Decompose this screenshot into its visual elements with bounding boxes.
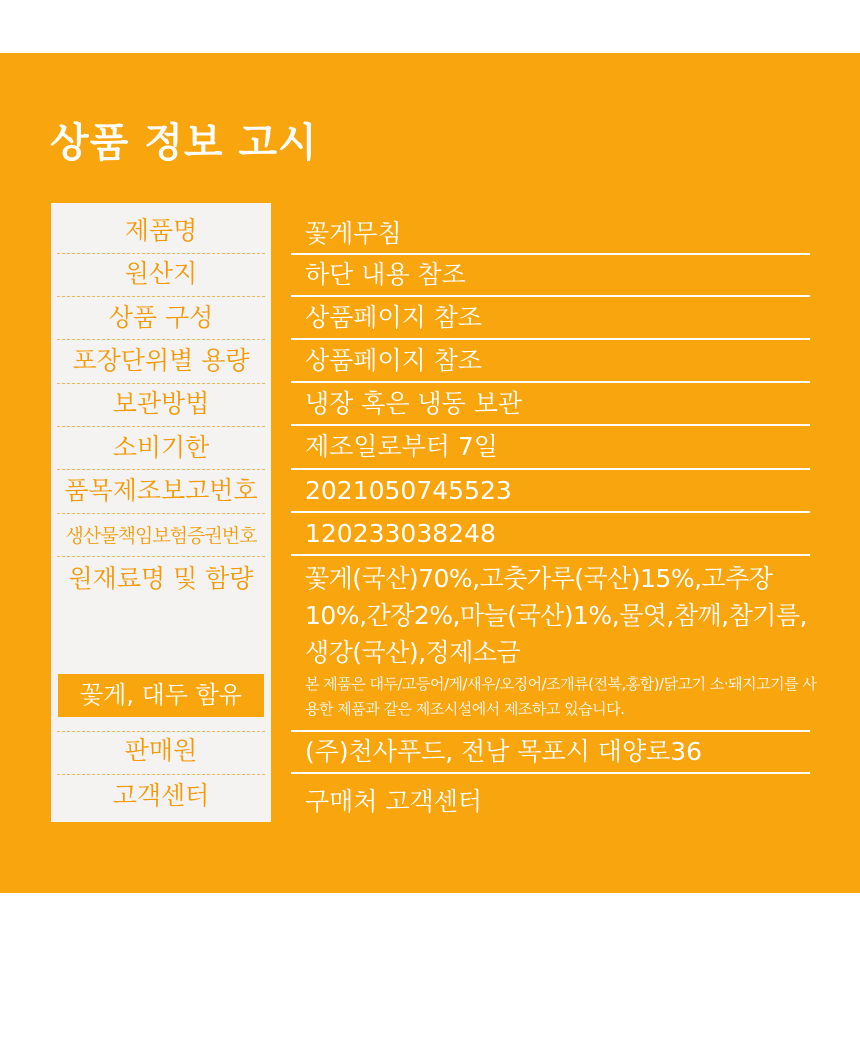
label-divider: [57, 339, 265, 340]
value-divider: [291, 468, 810, 470]
label-divider: [57, 383, 265, 384]
label-product-name: 제품명: [124, 216, 198, 245]
value-divider: [291, 730, 810, 732]
value-divider: [291, 295, 810, 297]
value-divider: [291, 253, 810, 255]
allergen-note: 본 제품은 대두/고등어/게/새우/오징어/조개류(전복,홍합)/닭고기 소·돼지고기를 사용한 제품과 같은 제조시설에서 제조하고 있습니다.: [305, 675, 817, 718]
value-package-volume: 상품페이지 참조: [305, 346, 482, 375]
label-divider: [57, 513, 265, 514]
value-expiry: 제조일로부터 7일: [305, 432, 498, 461]
value-divider: [291, 381, 810, 383]
value-divider: [291, 424, 810, 426]
value-storage: 냉장 혹은 냉동 보관: [305, 389, 523, 418]
label-divider: [57, 731, 265, 732]
allergen-badge: 꽃게, 대두 함유: [58, 674, 264, 717]
label-package-volume: 포장단위별 용량: [72, 346, 250, 375]
label-divider: [57, 774, 265, 775]
label-ingredients: 원재료명 및 함량: [68, 564, 254, 593]
label-insurance-number: 생산물책임보험증권번호: [65, 525, 257, 547]
label-divider: [57, 426, 265, 427]
value-origin: 하단 내용 참조: [305, 260, 466, 289]
label-composition: 상품 구성: [108, 303, 214, 332]
label-divider: [57, 253, 265, 254]
value-divider: [291, 554, 810, 556]
page-title: 상품 정보 고시: [50, 120, 318, 166]
label-storage: 보관방법: [112, 389, 210, 418]
label-report-number: 품목제조보고번호: [64, 476, 258, 505]
value-ingredients: 꽃게(국산)70%,고춧가루(국산)15%,고추장10%,간장2%,마늘(국산)1%,물엿,참깨,참기름,생강(국산),정제소금: [305, 564, 808, 667]
label-expiry: 소비기한: [112, 433, 210, 462]
value-divider: [291, 511, 810, 513]
value-customer-center: 구매처 고객센터: [305, 787, 482, 816]
value-seller: (주)천사푸드, 전남 목포시 대양로36: [305, 737, 703, 766]
value-report-number: 2021050745523: [305, 476, 512, 505]
value-insurance-number: 120233038248: [305, 519, 496, 548]
value-product-name: 꽃게무침: [305, 219, 402, 248]
label-divider: [57, 296, 265, 297]
label-divider: [57, 556, 265, 557]
value-composition: 상품페이지 참조: [305, 303, 482, 332]
label-customer-center: 고객센터: [112, 781, 210, 810]
label-seller: 판매원: [124, 736, 198, 765]
value-divider: [291, 338, 810, 340]
label-origin: 원산지: [124, 259, 198, 288]
label-divider: [57, 469, 265, 470]
value-divider: [291, 772, 810, 774]
